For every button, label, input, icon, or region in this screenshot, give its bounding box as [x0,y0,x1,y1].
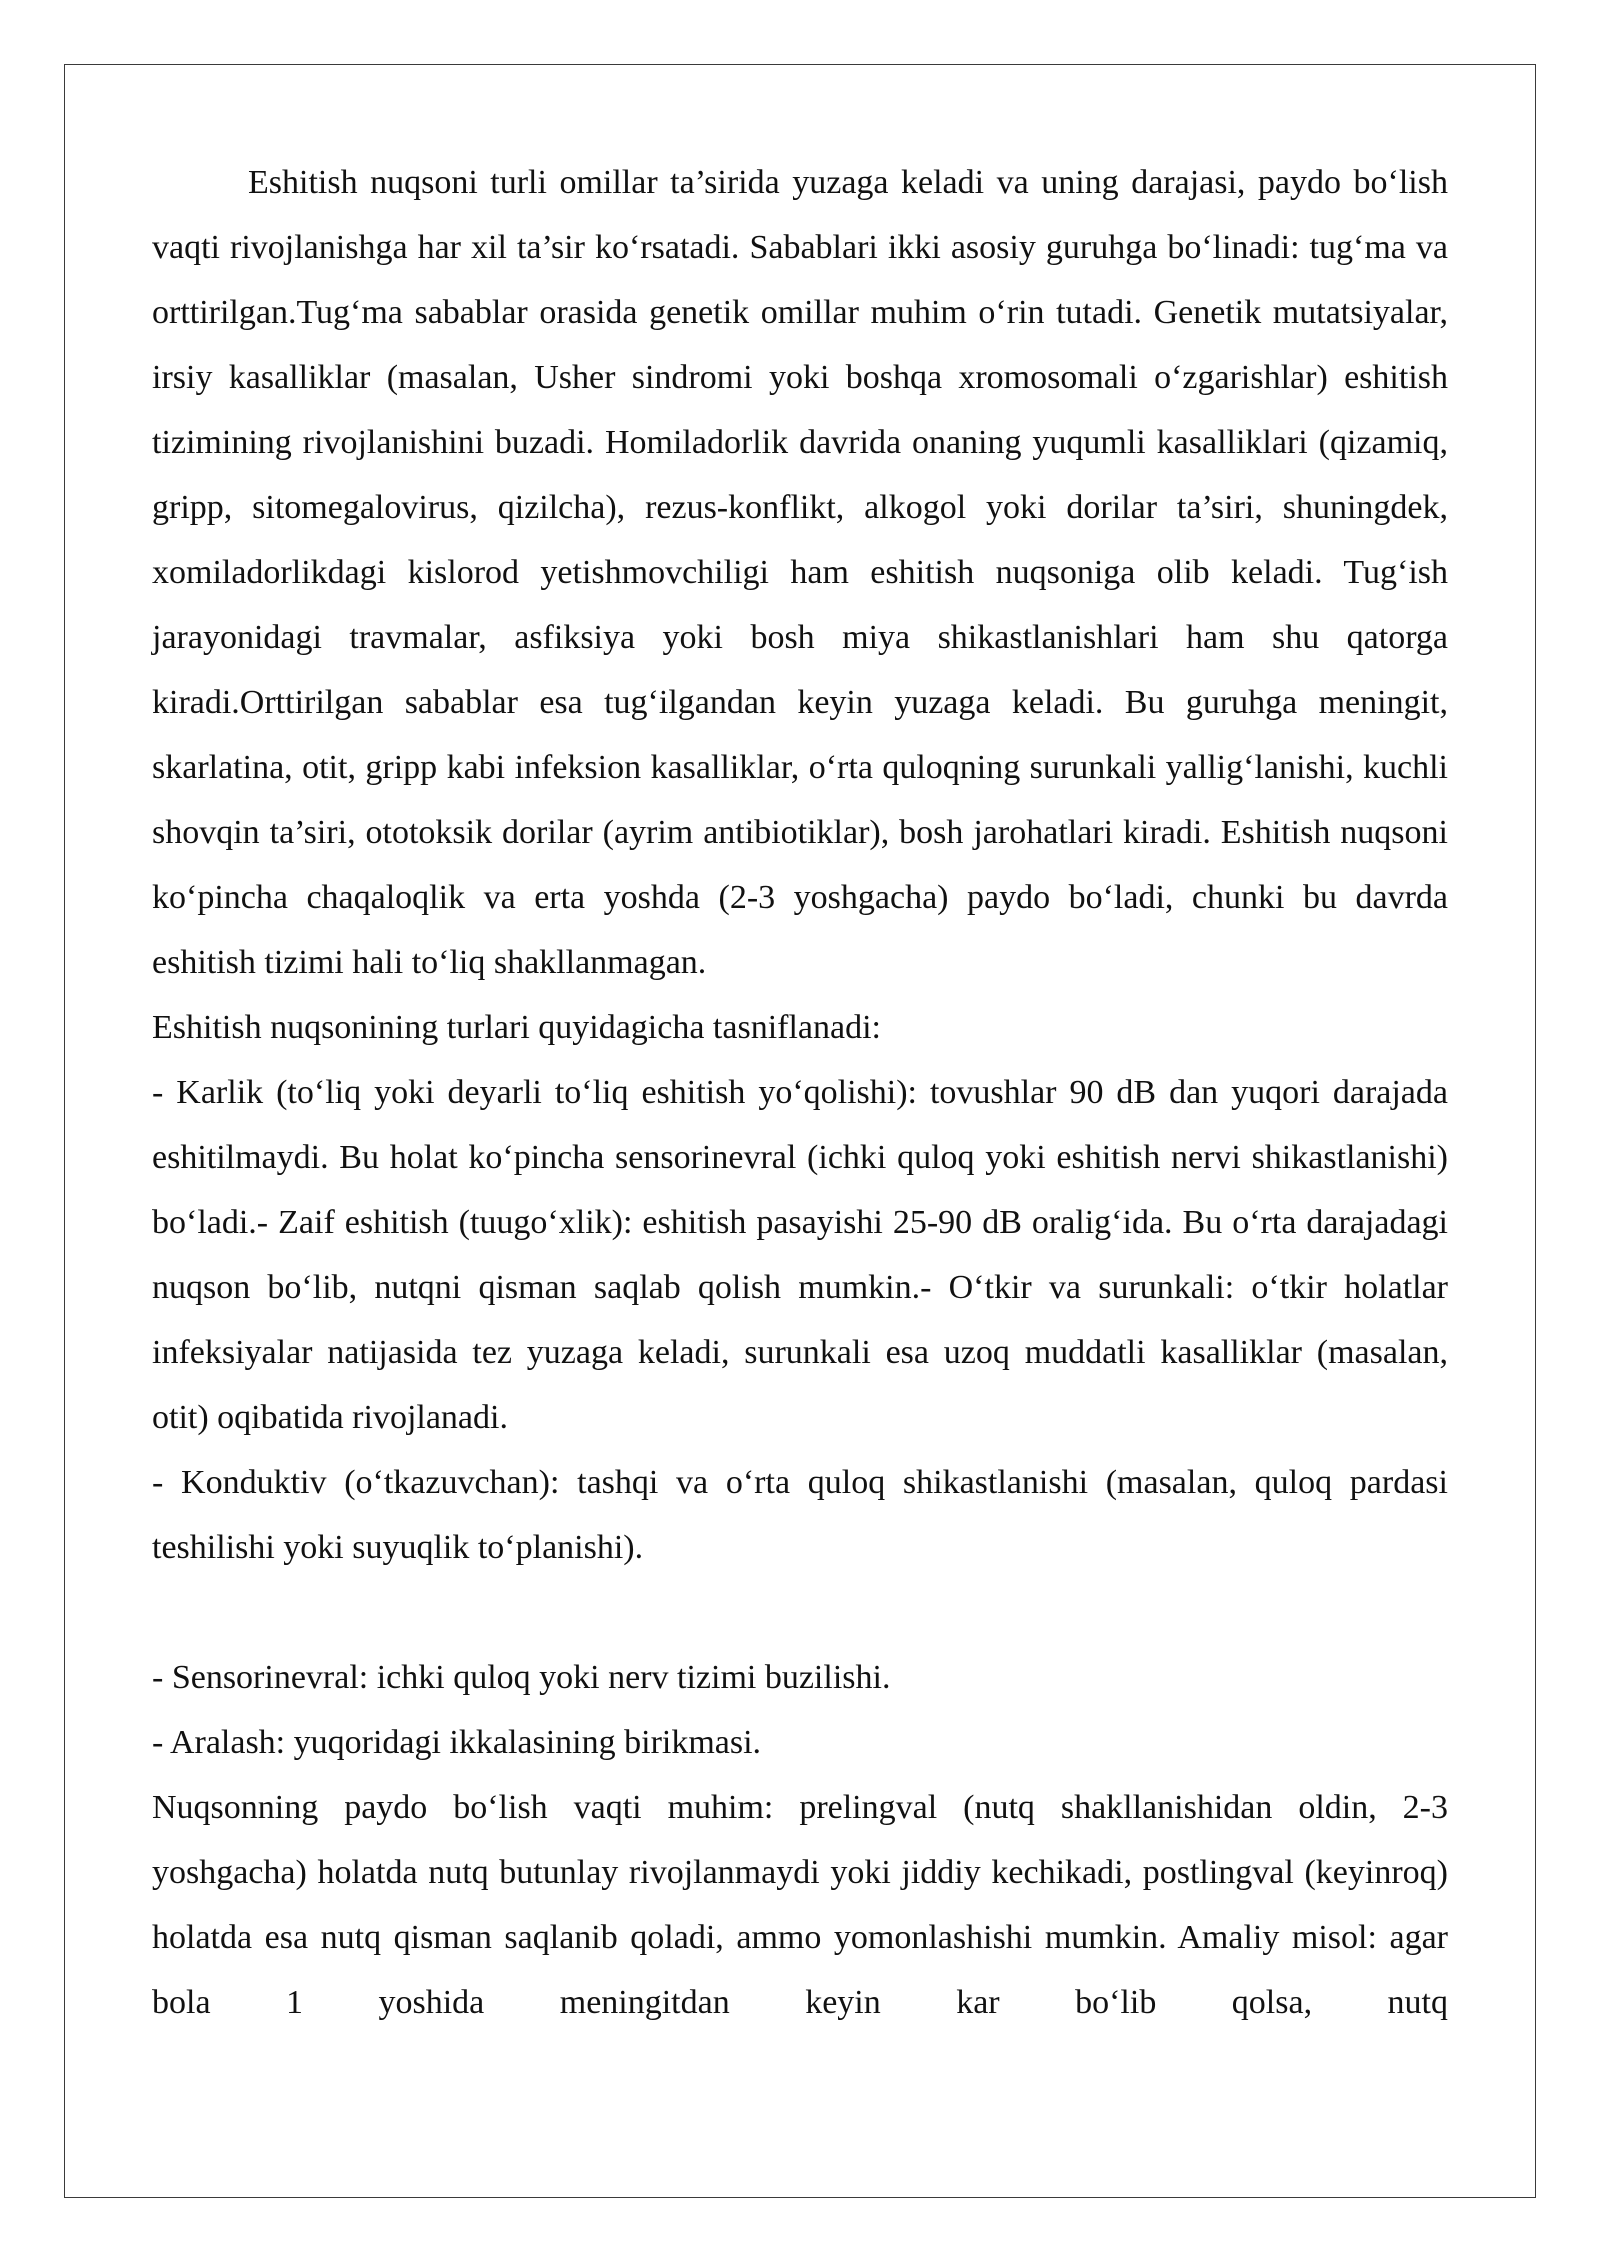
paragraph-conductive: - Konduktiv (o‘tkazuvchan): tashqi va o‘rta quloq shikastlanishi (masalan, quloq pardasi teshilishi yoki suyuqlik to‘planishi). [152,1464,1448,1566]
paragraph-onset: Nuqsonning paydo bo‘lish vaqti muhim: prelingval (nutq shakllanishidan oldin, 2-3 yoshgacha) holatda nutq butunlay rivojlanmaydi yoki jiddiy kechikadi, postlingval (keyinroq) holatda esa nutq qisman saqlanib qoladi, ammo yomonlashishi mumkin. Amaliy misol: agar bola 1 yoshida meningitdan keyin kar bo‘lib qolsa, nutq [152,1789,1448,2021]
paragraph-deafness: - Karlik (to‘liq yoki deyarli to‘liq eshitish yo‘qolishi): tovushlar 90 dB dan yuqori darajada eshitilmaydi. Bu holat ko‘pincha sensorinevral (ichki quloq yoki eshitish nervi shikastlanishi) bo‘ladi.- Zaif eshitish (tuugo‘xlik): eshitish pasayishi 25-90 dB oralig‘ida. Bu o‘rta darajadagi nuqson bo‘lib, nutqni qisman saqlab qolish mumkin.- O‘tkir va surunkali: o‘tkir holatlar infeksiyalar natijasida tez yuzaga keladi, surunkali esa uzoq muddatli kasalliklar (masalan, otit) oqibatida rivojlanadi. [152,1074,1448,1436]
blank-line [152,1580,1448,1645]
paragraph-causes: Eshitish nuqsoni turli omillar ta’sirida yuzaga keladi va uning darajasi, paydo bo‘lish vaqti rivojlanishga har xil ta’sir ko‘rsatadi. Sabablari ikki asosiy guruhga bo‘linadi: tug‘ma va orttirilgan.Tug‘ma sabablar orasida genetik omillar muhim o‘rin tutadi. Genetik mutatsiyalar, irsiy kasalliklar (masalan, Usher sindromi yoki boshqa xromosomali o‘zgarishlar) eshitish tizimining rivojlanishini buzadi. Homiladorlik davrida onaning yuqumli kasalliklari (qizamiq, gripp, sitomegalovirus, qizilcha), rezus-konflikt, alkogol yoki dorilar ta’siri, shuningdek, xomiladorlikdagi kislorod yetishmovchiligi ham eshitish nuqsoniga olib keladi. Tug‘ish jarayonidagi travmalar, asfiksiya yoki bosh miya shikastlanishlari ham shu qatorga kiradi.Orttirilgan sabablar esa tug‘ilgandan keyin yuzaga keladi. Bu guruhga meningit, skarlatina, otit, gripp kabi infeksion kasalliklar, o‘rta quloqning surunkali yallig‘lanishi, kuchli shovqin ta’siri, ototoksik dorilar (ayrim antibiotiklar), bosh jarohatlari kiradi. Eshitish nuqsoni ko‘pincha chaqaloqlik va erta yoshda (2-3 yoshgacha) paydo bo‘ladi, chunki bu davrda eshitish tizimi hali to‘liq shakllanmagan. [152,164,1448,981]
paragraph-types-heading: Eshitish nuqsonining turlari quyidagicha tasniflanadi: [152,1009,881,1046]
paragraph-mixed: - Aralash: yuqoridagi ikkalasining birikmasi. [152,1724,762,1761]
document-body [152,150,1448,2035]
paragraph-sensorineural: - Sensorinevral: ichki quloq yoki nerv tizimi buzilishi. [152,1659,891,1696]
